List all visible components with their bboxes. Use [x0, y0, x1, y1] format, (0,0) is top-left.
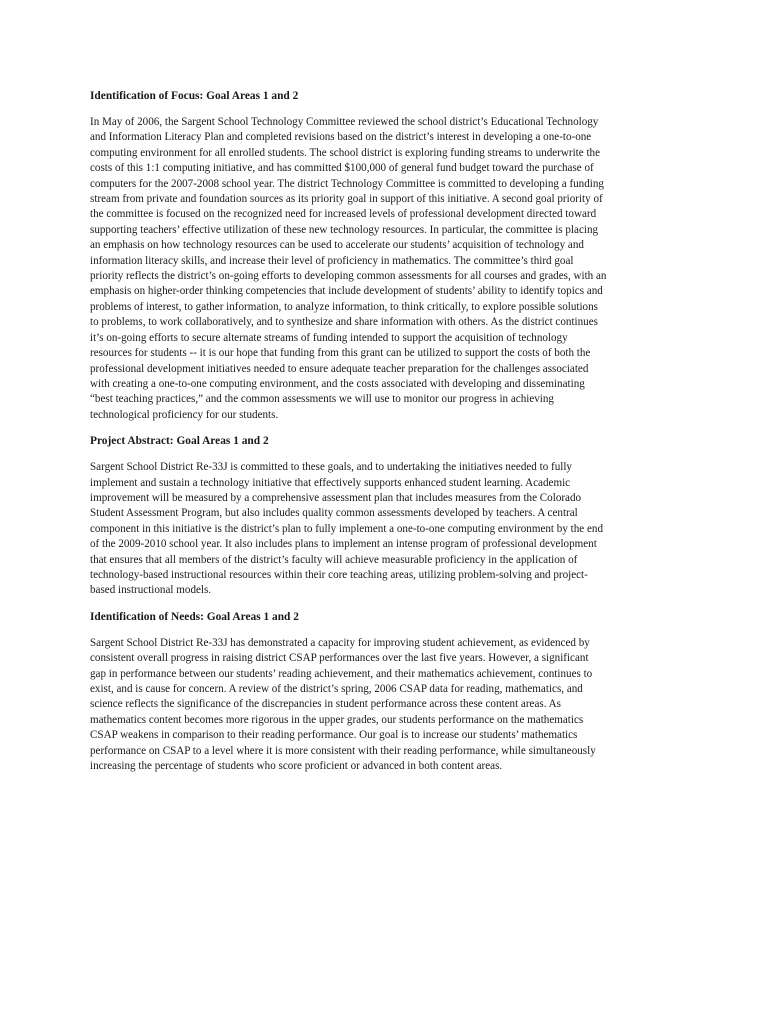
text-line: priority reflects the district’s on-going efforts to developing common assessments for all courses and grades, with an: [90, 270, 607, 283]
text-line: CSAP weakens in comparison to their reading performance. Our goal is to increase our students’ mathematics: [90, 729, 578, 742]
text-line: gap in performance between our students’ reading achievement, and their mathematics achievement, continues to: [90, 667, 593, 680]
section-heading: Project Abstract: Goal Areas 1 and 2: [90, 435, 269, 448]
text-line: based instructional models.: [90, 584, 212, 597]
section-needs: [90, 609, 688, 775]
text-line: component in this initiative is the district’s plan to fully implement a one-to-one computing environment by the end: [90, 522, 603, 535]
text-line: and Information Literacy Plan and completed revisions based on the district’s interest in developing a one-to-one: [90, 131, 592, 144]
text-line: of the 2009-2010 school year. It also includes plans to implement an intense program of professional development: [90, 538, 597, 551]
section-paragraph: [90, 636, 688, 775]
text-line: increasing the percentage of students who score proficient or advanced in both content areas.: [90, 760, 503, 773]
text-line: Sargent School District Re-33J has demonstrated a capacity for improving student achievement, as evidenced by: [90, 636, 590, 649]
text-line: “best teaching practices,” and the common assessments we will use to monitor our progress in achieving: [90, 393, 554, 406]
text-line: supporting teachers’ effective utilization of these new technology resources. In particular, the committee is placing: [90, 223, 599, 236]
text-line: it’s on-going efforts to secure alternate streams of funding intended to support the acquisition of technology: [90, 331, 568, 344]
text-line: Sargent School District Re-33J is committed to these goals, and to undertaking the initiatives needed to fully: [90, 461, 572, 474]
text-line: improvement will be measured by a comprehensive assessment plan that includes measures from the Colorado: [90, 491, 582, 504]
text-line: consistent overall progress in raising district CSAP performances over the last five years. However, a significant: [90, 652, 589, 665]
text-line: information literacy skills, and increase their level of proficiency in mathematics. The committee’s third goal: [90, 254, 574, 267]
document-page: [90, 88, 688, 784]
text-line: the committee is focused on the recognized need for increased levels of professional development directed toward: [90, 208, 597, 221]
text-line: professional development initiatives needed to ensure adequate teacher preparation for the challenges associated: [90, 362, 589, 375]
section-paragraph: [90, 115, 688, 423]
text-line: computing environment for all enrolled students. The school district is exploring funding streams to underwrite the: [90, 146, 601, 159]
text-line: with creating a one-to-one computing environment, and the costs associated with developing and disseminating: [90, 377, 585, 390]
text-line: performance on CSAP to a level where it is more consistent with their reading performance, while simultaneously: [90, 744, 596, 757]
text-line: that ensures that all members of the district’s faculty will achieve measurable proficiency in the application of: [90, 553, 578, 566]
text-line: problems of interest, to gather information, to analyze information, to think critically, to explore possible solutions: [90, 300, 598, 313]
section-focus: [90, 88, 688, 423]
text-line: technological proficiency for our students.: [90, 408, 279, 421]
text-line: emphasis on higher-order thinking competencies that include development of students’ ability to identify topics and: [90, 285, 603, 298]
text-line: costs of this 1:1 computing initiative, and has committed $100,000 of general fund budget toward the purchase of: [90, 162, 594, 175]
text-line: Student Assessment Program, but also includes quality common assessments developed by teachers. A central: [90, 507, 578, 520]
text-line: mathematics content becomes more rigorous in the upper grades, our students performance on the mathematics: [90, 713, 584, 726]
section-paragraph: [90, 460, 688, 599]
text-line: resources for students -- it is our hope that funding from this grant can be utilized to support the costs of both the: [90, 347, 591, 360]
text-line: exist, and is cause for concern. A review of the district’s spring, 2006 CSAP data for reading, mathematics, and: [90, 683, 583, 695]
text-line: stream from private and foundation sources as its priority goal in support of this initiative. A second goal priority of: [90, 193, 603, 206]
section-heading: Identification of Needs: Goal Areas 1 and 2: [90, 610, 299, 623]
text-line: science reflects the significance of the discrepancies in student performance across these content areas. As: [90, 698, 561, 711]
text-line: implement and sustain a technology initiative that effectively supports enhanced student learning. Academic: [90, 476, 571, 489]
text-line: to problems, to work collaboratively, and to synthesize and share information with others. As the district continues: [90, 316, 598, 329]
text-line: computers for the 2007-2008 school year. The district Technology Committee is committed to developing a funding: [90, 177, 604, 190]
text-line: technology-based instructional resources within their core teaching areas, utilizing problem-solving and project-: [90, 568, 588, 581]
text-line: an emphasis on how technology resources can be used to accelerate our students’ acquisition of technology and: [90, 239, 584, 252]
section-abstract: [90, 433, 688, 599]
section-heading: Identification of Focus: Goal Areas 1 and 2: [90, 90, 299, 102]
text-line: In May of 2006, the Sargent School Technology Committee reviewed the school district’s Educational Technology: [90, 116, 599, 128]
